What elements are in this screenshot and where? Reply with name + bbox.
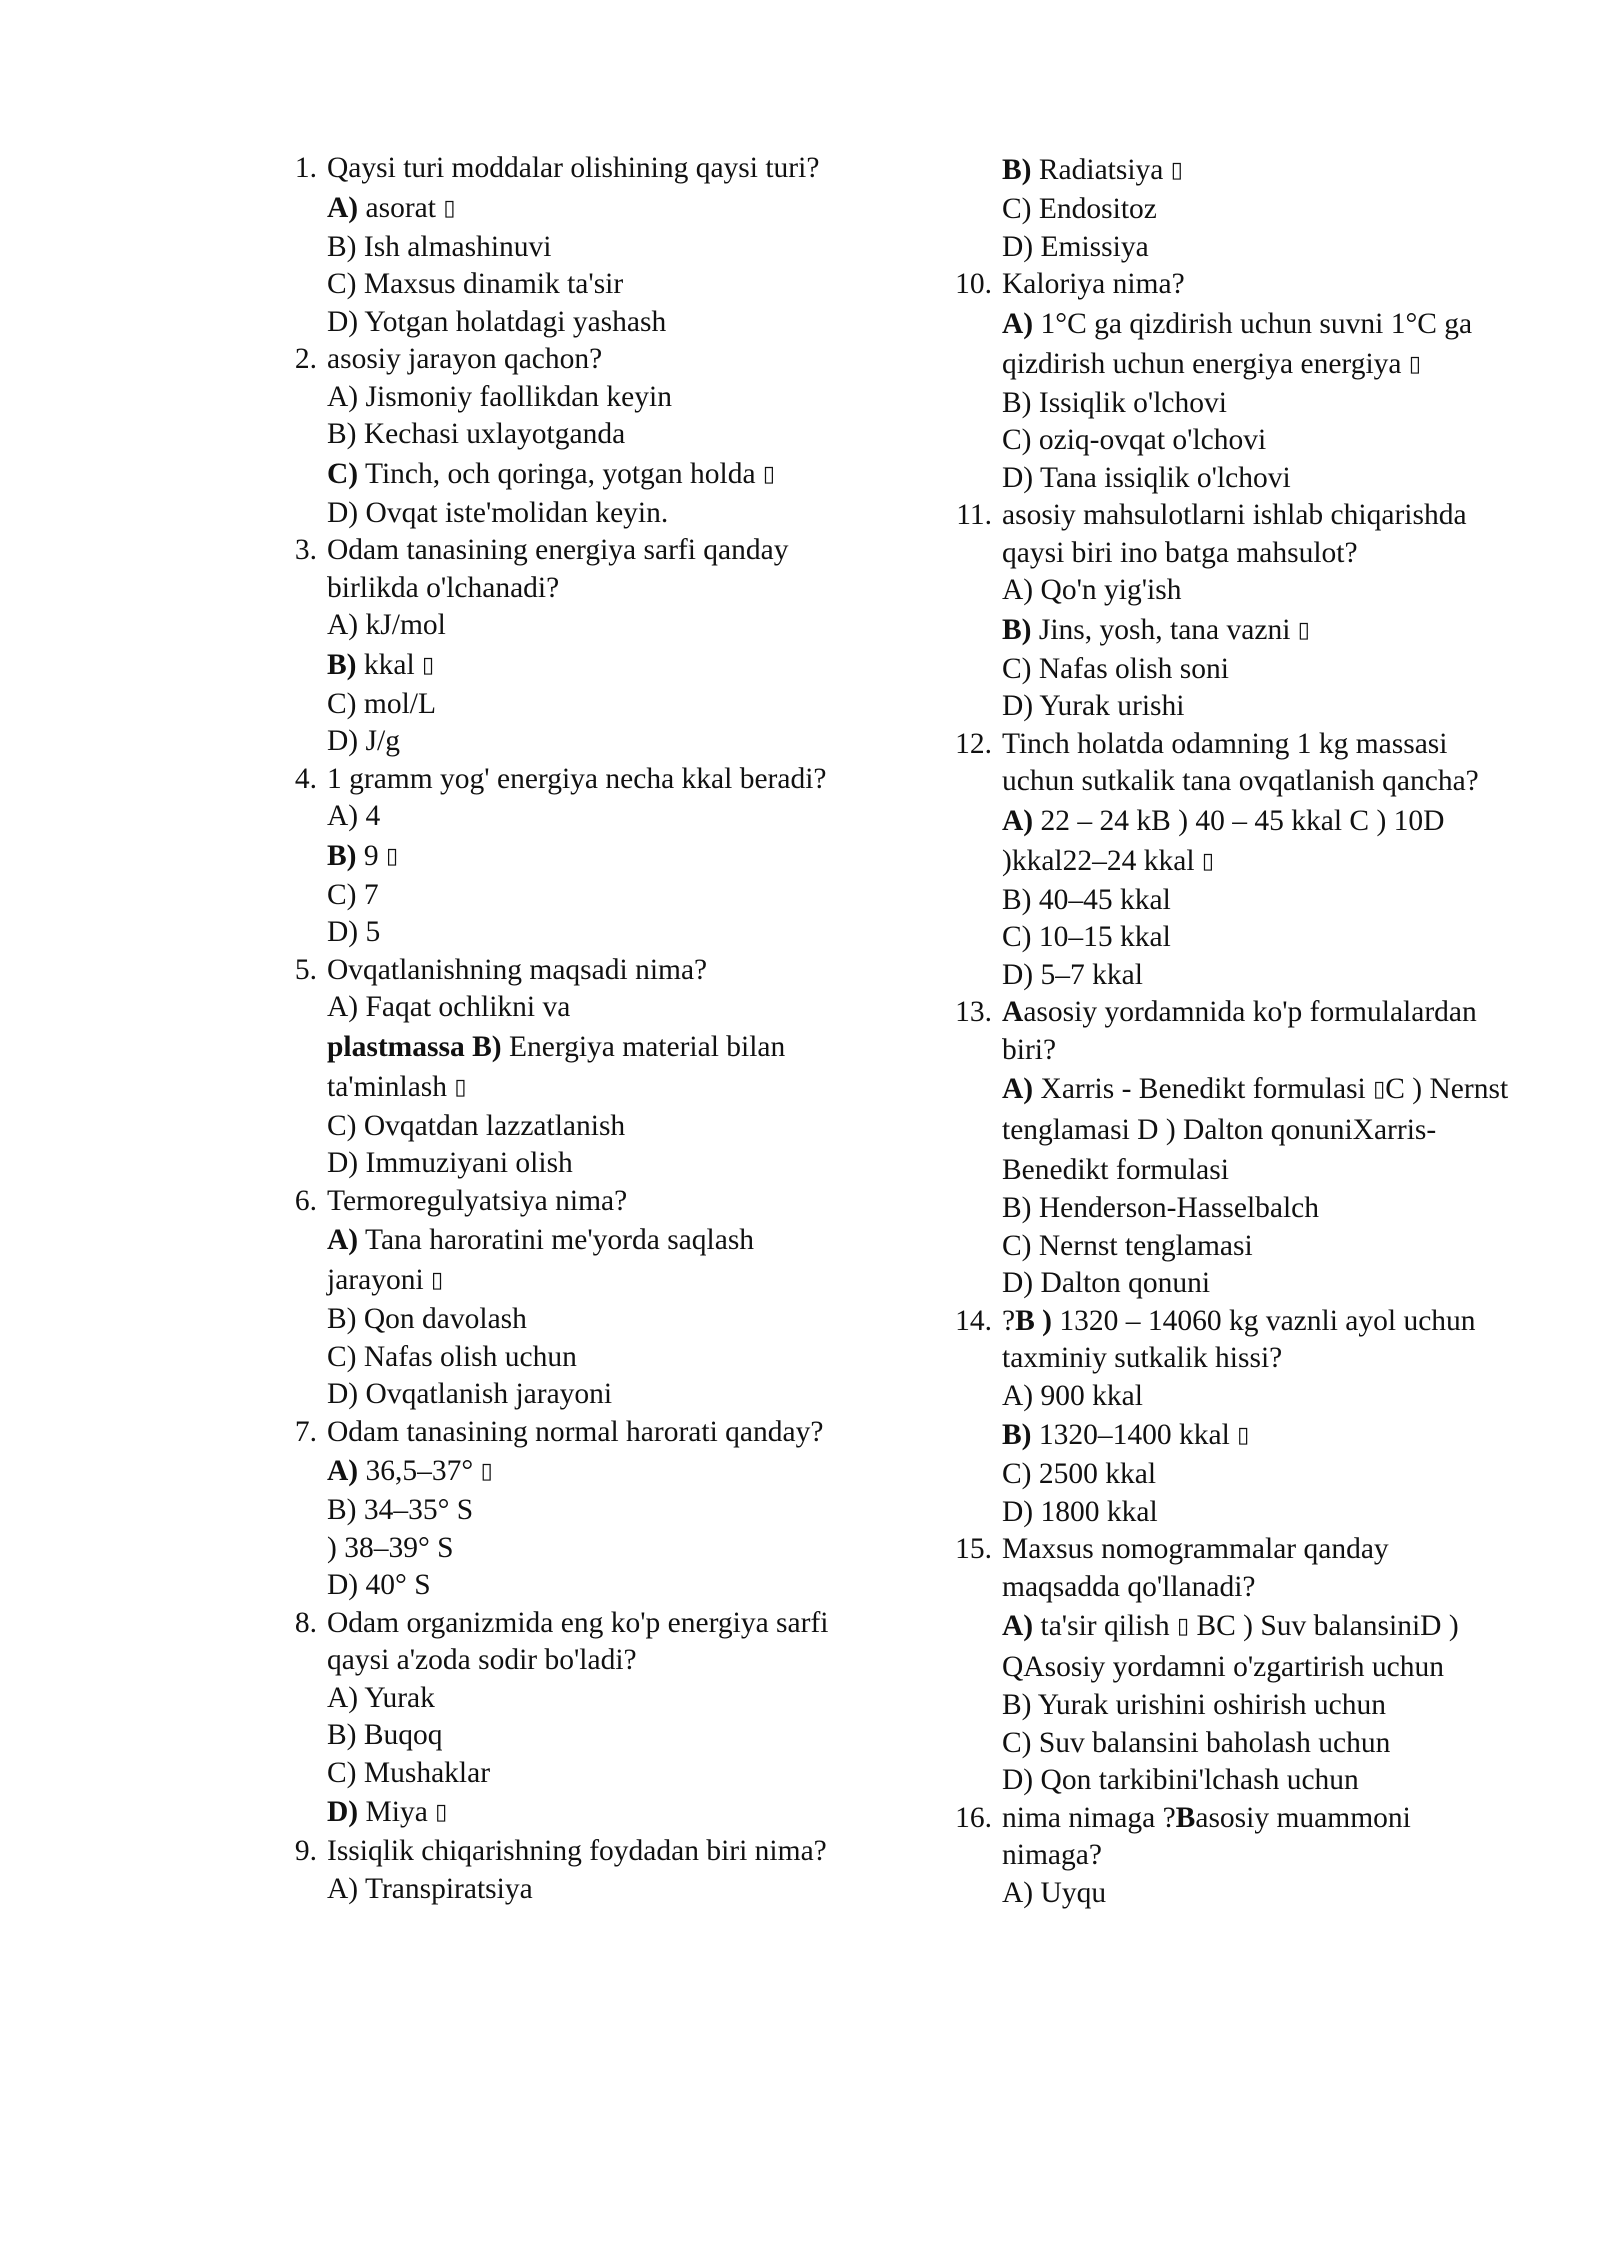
option-text: 10–15 kkal: [1038, 921, 1171, 953]
option-label: C): [1002, 193, 1032, 225]
answer-option: [327, 1027, 835, 1108]
option-text: Henderson-Hasselbalch: [1038, 1192, 1320, 1224]
option-text: 7: [363, 878, 379, 911]
option-text: 40–45 kkal: [1038, 883, 1171, 916]
question-body: Odam tanasining energiya sarfi qanday birlikda o'lchanadi?: [327, 534, 789, 604]
question-bold-text: B ): [1015, 1304, 1052, 1337]
check-mark-icon: ▯: [1408, 351, 1421, 377]
question-text: [327, 1605, 835, 1680]
option-label: D): [327, 1147, 359, 1179]
answer-option: [327, 188, 835, 229]
question-number: 9.: [294, 1835, 317, 1867]
option-label: A): [327, 800, 359, 832]
answer-option: [1002, 919, 1510, 957]
answer-option: [327, 1108, 835, 1146]
question-item: [275, 1414, 835, 1605]
option-text: 2500 kkal: [1038, 1458, 1157, 1490]
answer-option: [327, 379, 835, 417]
option-text: Endositoz: [1038, 193, 1157, 225]
option-text: Suv balansini baholash uchun: [1038, 1726, 1391, 1759]
option-label: C): [1002, 1726, 1032, 1759]
answer-option: [1002, 801, 1510, 882]
answer-option: [1002, 304, 1510, 385]
question-number: 10.: [955, 268, 992, 300]
answer-option: [327, 989, 835, 1027]
answer-option: [327, 1376, 835, 1414]
question-item: [275, 761, 835, 952]
question-body: Odam organizmida eng ko'p energiya sarfi qaysi a'zoda sodir bo'ladi?: [327, 1606, 829, 1676]
option-label: D): [1002, 1764, 1034, 1796]
check-mark-icon: ▯: [454, 1074, 467, 1100]
option-text: J/g: [365, 725, 400, 757]
question-text: [1002, 266, 1510, 304]
answer-option: [327, 723, 835, 761]
option-text: Qo'n yig'ish: [1040, 574, 1182, 606]
option-label: D): [1002, 958, 1034, 991]
check-mark-icon: ▯: [1373, 1077, 1386, 1102]
question-prefix: ?: [1002, 1304, 1016, 1337]
option-text: 1800 kkal: [1040, 1495, 1158, 1528]
option-text: asorat: [365, 191, 436, 224]
question-text: [327, 1833, 835, 1871]
question-body: asosiy mahsulotlarni ishlab chiqarishda qaysi biri ino batga mahsulot?: [1002, 499, 1467, 569]
answer-option: [327, 1301, 835, 1339]
question-item: [275, 150, 835, 341]
answer-option: [1002, 1606, 1510, 1687]
answer-option: [327, 1220, 835, 1301]
question-number: 12.: [955, 727, 992, 760]
question-text: [1002, 726, 1510, 801]
question-body: asosiy jarayon qachon?: [327, 343, 603, 375]
answer-option: [1002, 1378, 1510, 1416]
option-label: C): [327, 457, 359, 490]
option-label: A): [327, 991, 359, 1023]
option-extra-text: C ) Nernst tenglamasi D ) Dalton qonuniXarris-Benedikt formulasi: [1002, 1073, 1509, 1186]
question-item: [275, 952, 835, 1183]
check-mark-icon: ▯: [435, 1800, 448, 1825]
option-label: D): [327, 1378, 359, 1410]
answer-option: [1002, 572, 1510, 610]
option-text: Ovqat iste'molidan keyin.: [365, 496, 669, 529]
option-label: A): [1002, 574, 1034, 606]
question-body: Issiqlik chiqarishning foydadan biri nima?: [327, 1835, 827, 1867]
question-text: [327, 1183, 835, 1221]
option-label: D): [1002, 230, 1034, 263]
option-label: C): [1002, 1458, 1032, 1490]
option-label: D): [327, 725, 359, 757]
answer-option: [1002, 882, 1510, 920]
question-item: [950, 1303, 1510, 1532]
option-text: Qon tarkibini'lchash uchun: [1040, 1764, 1359, 1796]
option-label: A): [327, 1872, 359, 1905]
question-body: Ovqatlanishning maqsadi nima?: [327, 953, 708, 986]
option-label: C): [1002, 1229, 1032, 1262]
answer-option: [327, 304, 835, 342]
question-text: [327, 532, 835, 607]
option-label: ): [327, 1531, 337, 1564]
question-text: [327, 1414, 835, 1452]
option-label: D): [327, 1569, 359, 1601]
answer-option: [327, 266, 835, 304]
option-label: D): [327, 1796, 359, 1828]
option-text: Yurak urishini oshirish uchun: [1037, 1689, 1387, 1721]
option-text: Immuziyani olish: [365, 1147, 573, 1179]
answer-option: [327, 1680, 835, 1718]
check-mark-icon: ▯: [386, 843, 399, 869]
question-number: 1.: [294, 152, 317, 184]
question-item: [950, 497, 1510, 726]
option-text: Yurak urishi: [1039, 690, 1185, 722]
question-text: [1002, 497, 1510, 572]
question-body: 1 gramm yog' energiya necha kkal beradi?: [327, 762, 827, 795]
option-label: B): [327, 1303, 357, 1335]
option-label: D): [327, 496, 359, 529]
option-text: Yurak: [364, 1681, 435, 1714]
check-mark-icon: ▯: [1176, 1614, 1190, 1639]
question-body: Maxsus nomogrammalar qanday maqsadda qo'llanadi?: [1002, 1533, 1389, 1603]
right-column: [950, 150, 1510, 1912]
option-text: Nernst tenglamasi: [1038, 1229, 1253, 1262]
option-label: B): [1002, 883, 1032, 916]
question-item: [275, 1183, 835, 1414]
option-text: Nafas olish uchun: [363, 1340, 577, 1373]
answer-option: [327, 1530, 835, 1568]
option-label: C): [327, 1756, 357, 1789]
check-mark-icon: ▯: [431, 1268, 444, 1293]
question-body: Tinch holatda odamning 1 kg massasi uchun sutkalik tana ovqatlanish qancha?: [1002, 727, 1479, 797]
option-label: B): [1002, 613, 1032, 646]
option-text: Yotgan holatdagi yashash: [364, 305, 667, 338]
check-mark-icon: ▯: [422, 652, 435, 678]
option-text: Qon davolash: [363, 1303, 527, 1335]
answer-option: [1002, 1494, 1510, 1532]
option-text: 34–35° S: [363, 1494, 474, 1526]
question-text: [1002, 1303, 1510, 1378]
answer-option: [1002, 1228, 1510, 1266]
option-text: Ovqatdan lazzatlanish: [363, 1109, 626, 1142]
answer-option: [1002, 1456, 1510, 1494]
option-label: B): [327, 418, 357, 450]
option-text: 22 – 24 kB ) 40 – 45 kkal C ) 10D )kkal22–24 kkal: [1002, 804, 1445, 877]
option-bold-text: plastmassa B): [327, 1030, 502, 1063]
check-mark-icon: ▯: [1201, 848, 1215, 874]
answer-option: [327, 686, 835, 724]
option-label: A): [327, 1224, 359, 1256]
option-text: Mushaklar: [363, 1756, 491, 1789]
answer-option: [327, 1451, 835, 1492]
question-item: [950, 726, 1510, 995]
option-label: A): [327, 609, 359, 641]
option-label: B): [327, 1719, 357, 1751]
option-text: Dalton qonuni: [1040, 1267, 1211, 1299]
question-text: [327, 761, 835, 799]
option-text: 40° S: [365, 1569, 431, 1601]
question-body: Termoregulyatsiya nima?: [327, 1184, 628, 1217]
option-label: A): [1002, 1379, 1034, 1412]
option-text: 4: [365, 800, 381, 832]
question-number: 4.: [294, 762, 317, 795]
answer-option: [1002, 385, 1510, 423]
question-text: [1002, 1531, 1510, 1606]
question-item: [275, 1605, 835, 1834]
option-label: C): [327, 1109, 357, 1142]
question-text: [1002, 1800, 1510, 1875]
option-label: B): [1002, 386, 1032, 419]
option-label: C): [1002, 921, 1032, 953]
check-mark-icon: ▯: [480, 1459, 493, 1484]
question-item: [950, 994, 1510, 1303]
option-text: Jins, yosh, tana vazni: [1038, 613, 1291, 646]
answer-option: [1002, 688, 1510, 726]
answer-option: [1002, 1875, 1510, 1913]
option-label: D): [1002, 690, 1034, 722]
option-label: B): [1002, 1689, 1032, 1721]
question-text: [327, 952, 835, 990]
option-label: D): [327, 305, 359, 338]
answer-option: [327, 229, 835, 267]
answer-option: [1002, 610, 1510, 651]
answer-option: [327, 1492, 835, 1530]
answer-option: [1002, 229, 1510, 267]
option-text: Kechasi uxlayotganda: [363, 418, 626, 450]
option-text: Tana issiqlik o'lchovi: [1039, 461, 1291, 494]
option-text: 900 kkal: [1040, 1379, 1143, 1412]
option-label: D): [327, 916, 359, 948]
option-label: D): [1002, 1267, 1034, 1299]
option-text: 9: [363, 839, 379, 872]
option-label: B): [1002, 1192, 1032, 1224]
answer-option: [327, 607, 835, 645]
option-text: 5: [365, 916, 381, 948]
question-bold-text: B: [1175, 1801, 1196, 1834]
option-label: C): [327, 878, 357, 911]
check-mark-icon: ▯: [443, 195, 456, 221]
question-prefix: nima nimaga ?: [1002, 1801, 1176, 1834]
answer-option: [327, 877, 835, 915]
question-item: [275, 532, 835, 761]
answer-option: [327, 1755, 835, 1793]
answer-option: [327, 1339, 835, 1377]
question-body: Qaysi turi moddalar olishining qaysi turi?: [327, 152, 820, 184]
check-mark-icon: ▯: [1297, 617, 1310, 643]
question-item: [950, 1800, 1510, 1913]
option-text: Tinch, och qoringa, yotgan holda: [364, 457, 756, 490]
answer-option: [327, 1567, 835, 1605]
question-number: 14.: [955, 1304, 992, 1337]
question-number: 2.: [294, 343, 317, 375]
option-text: Transpiratsiya: [364, 1872, 533, 1905]
option-label: A): [1002, 307, 1034, 340]
question-number: 3.: [294, 534, 317, 566]
option-label: A): [327, 1681, 359, 1714]
option-label: A): [1002, 804, 1034, 837]
option-label: A): [327, 380, 359, 413]
option-text: Xarris - Benedikt formulasi: [1040, 1073, 1366, 1105]
question-number: 15.: [955, 1533, 992, 1565]
option-text: Jismoniy faollikdan keyin: [365, 380, 672, 413]
option-label: C): [1002, 424, 1032, 456]
check-mark-icon: ▯: [1170, 158, 1183, 183]
option-text: mol/L: [363, 687, 436, 720]
option-label: D): [1002, 1495, 1034, 1528]
answer-option: [1002, 957, 1510, 995]
question-text: [1002, 994, 1510, 1069]
option-label: D): [1002, 461, 1034, 494]
option-text: Ish almashinuvi: [363, 230, 552, 263]
option-text: Tana haroratini me'yorda saqlash jarayoni: [327, 1224, 755, 1296]
answer-option: [1002, 1762, 1510, 1800]
option-label: B): [327, 1494, 357, 1526]
answer-option: [327, 798, 835, 836]
answer-option: [327, 1871, 835, 1909]
answer-option: [327, 836, 835, 877]
answer-option: [1002, 460, 1510, 498]
question-number: 6.: [294, 1184, 317, 1217]
option-label: C): [327, 1340, 357, 1373]
answer-option: [1002, 1069, 1510, 1190]
answer-option: [327, 495, 835, 533]
option-text: Radiatsiya: [1038, 154, 1164, 186]
question-item: [950, 1531, 1510, 1800]
option-text: Miya: [365, 1796, 428, 1828]
option-label: A): [1002, 1876, 1034, 1909]
option-label: C): [327, 687, 357, 720]
question-body: asosiy muammoni nimaga?: [1002, 1801, 1411, 1871]
option-label: A): [327, 191, 359, 224]
option-text: ta'sir qilish: [1040, 1610, 1170, 1642]
question-bold-text: A: [1002, 996, 1024, 1028]
option-text: 38–39° S: [344, 1531, 454, 1564]
question-item: [275, 1833, 835, 1908]
question-number: 16.: [955, 1801, 992, 1834]
option-label: A): [1002, 1073, 1034, 1105]
left-column: [275, 150, 835, 1908]
option-label: A): [1002, 1610, 1034, 1642]
answer-option: [1002, 1265, 1510, 1303]
option-label: B): [327, 648, 357, 681]
option-text: Buqoq: [363, 1719, 443, 1751]
option-text: Emissiya: [1040, 230, 1149, 263]
option-label: C): [327, 268, 357, 300]
option-label: A): [327, 1455, 359, 1487]
answer-option: [327, 645, 835, 686]
question-continuation: [950, 150, 1510, 266]
check-mark-icon: ▯: [762, 461, 776, 487]
answer-option: [1002, 1687, 1510, 1725]
option-text: Faqat ochlikni va: [365, 991, 571, 1023]
option-text: Nafas olish soni: [1038, 652, 1229, 685]
option-text: Uyqu: [1040, 1876, 1107, 1909]
option-text: Maxsus dinamik ta'sir: [363, 268, 624, 300]
check-mark-icon: ▯: [1237, 1423, 1250, 1448]
option-text: Energiya material bilan ta'minlash: [327, 1030, 786, 1103]
option-text: 36,5–37°: [365, 1455, 474, 1487]
answer-option: [327, 1717, 835, 1755]
option-label: B): [327, 839, 357, 872]
question-number: 5.: [294, 953, 317, 986]
option-text: oziq-ovqat o'lchovi: [1038, 424, 1267, 456]
option-text: 1°C ga qizdirish uchun suvni 1°C ga qizdirish uchun energiya energiya: [1002, 307, 1473, 380]
answer-option: [327, 1145, 835, 1183]
question-text: [327, 150, 835, 188]
question-item: [950, 266, 1510, 497]
option-text: Issiqlik o'lchovi: [1038, 386, 1227, 419]
question-body: Odam tanasining normal harorati qanday?: [327, 1415, 824, 1448]
option-text: kJ/mol: [365, 609, 446, 641]
answer-option: [1002, 422, 1510, 460]
answer-option: [327, 914, 835, 952]
question-body: asosiy yordamnida ko'p formulalardan biri?: [1002, 996, 1477, 1066]
answer-option: [1002, 1190, 1510, 1228]
question-number: 11.: [956, 499, 992, 531]
answer-option: [327, 416, 835, 454]
option-label: B): [327, 230, 357, 263]
option-text: 1320–1400 kkal: [1038, 1419, 1230, 1451]
answer-option: [327, 1792, 835, 1833]
question-item: [275, 341, 835, 532]
option-label: B): [1002, 154, 1032, 186]
answer-option: [1002, 1415, 1510, 1456]
question-number: 7.: [294, 1415, 317, 1448]
option-extra-text: BC ) Suv balansiniD ) QAsosiy yordamni o'zgartirish uchun: [1002, 1610, 1459, 1683]
question-body: Kaloriya nima?: [1002, 268, 1185, 300]
option-text: 5–7 kkal: [1040, 958, 1143, 991]
answer-option: [1002, 150, 1510, 191]
option-text: kkal: [363, 648, 415, 681]
question-body: 1320 – 14060 kg vaznli ayol uchun taxminiy sutkalik hissi?: [1002, 1304, 1476, 1374]
option-label: C): [1002, 652, 1032, 685]
option-text: Ovqatlanish jarayoni: [365, 1378, 613, 1410]
answer-option: [1002, 191, 1510, 229]
answer-option: [327, 454, 835, 495]
answer-option: [1002, 1725, 1510, 1763]
answer-option: [1002, 651, 1510, 689]
question-text: [327, 341, 835, 379]
option-label: B): [1002, 1419, 1032, 1451]
question-number: 13.: [955, 996, 992, 1028]
question-number: 8.: [294, 1606, 317, 1639]
